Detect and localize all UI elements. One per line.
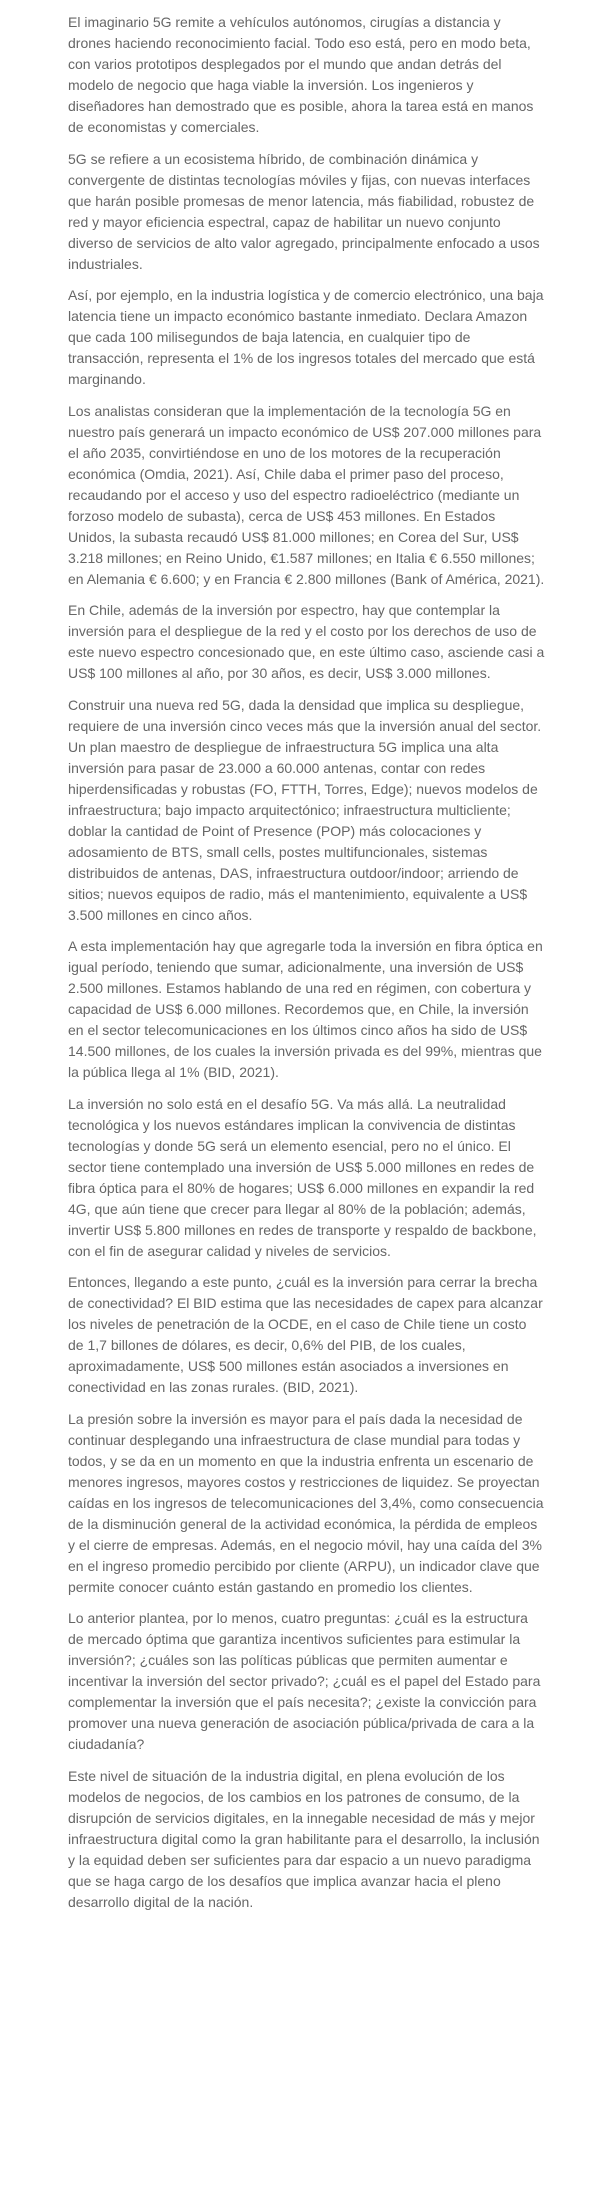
- paragraph: La presión sobre la inversión es mayor para el país dada la necesidad de continuar desplegando una infraestructura de clase mundial para todas y todos, y se da en un momento en que la industria enfrenta un escenario de menores ingresos, mayores costos y restricciones de liquidez. Se proyectan caídas en los ingresos de telecomunicaciones del 3,4%, como consecuencia de la disminución general de la actividad económica, la pérdida de empleos y el cierre de empresas. Además, en el negocio móvil, hay una caída del 3% en el ingreso promedio percibido por cliente (ARPU), un indicador clave que permite conocer cuánto están gastando en promedio los clientes.: [68, 1410, 544, 1595]
- paragraph: Entonces, llegando a este punto, ¿cuál es la inversión para cerrar la brecha de conectividad? El BID estima que las necesidades de capex para alcanzar los niveles de penetración de la OCDE, en el caso de Chile tiene un costo de 1,7 billones de dólares, es decir, 0,6% del PIB, de los cuales, aproximadamente, US$ 500 millones están asociados a inversiones en conectividad en las zonas rurales. (BID, 2021).: [68, 1274, 543, 1395]
- paragraph: En Chile, además de la inversión por espectro, hay que contemplar la inversión para el despliegue de la red y el costo por los derechos de uso de este nuevo espectro concesionado que, en este último caso, asciende casi a US$ 100 millones al año, por 30 años, es decir, US$ 3.000 millones.: [68, 602, 545, 681]
- paragraph: 5G se refiere a un ecosistema híbrido, de combinación dinámica y convergente de distintas tecnologías móviles y fijas, con nuevas interfaces que harán posible promesas de menor latencia, más fiabilidad, robustez de red y mayor eficiencia espectral, capaz de habilitar un nuevo conjunto diverso de servicios de alto valor agregado, principalmente enfocado a usos industriales.: [68, 150, 540, 272]
- paragraph: Así, por ejemplo, en la industria logística y de comercio electrónico, una baja latencia tiene un impacto económico bastante inmediato. Declara Amazon que cada 100 milisegundos de baja latencia, en cualquier tipo de transacción, representa el 1% de los ingresos totales del mercado que está marginando.: [68, 287, 544, 387]
- paragraph: Construir una nueva red 5G, dada la densidad que implica su despliegue, requiere de una inversión cinco veces más que la inversión anual del sector. Un plan maestro de despliegue de infraestructura 5G implica una alta inversión para pasar de 23.000 a 60.000 antenas, contar con redes hiperdensificadas y robustas (FO, FTTH, Torres, Edge); nuevos modelos de infraestructura; bajo impacto arquitectónico; infraestructura multicliente; doblar la cantidad de Point of Presence (POP) más colocaciones y adosamiento de BTS, small cells, postes multifuncionales, sistemas distribuidos de antenas, DAS, infraestructura outdoor/indoor; arriendo de sitios; nuevos equipos de radio, más el mantenimiento, equivalente a US$ 3.500 millones en cinco años.: [68, 696, 542, 923]
- paragraph: Este nivel de situación de la industria digital, en plena evolución de los modelos de negocios, de los cambios en los patrones de consumo, de la disrupción de servicios digitales, en la innegable necesidad de más y mejor infraestructura digital como la gran habilitante para el desarrollo, la inclusión y la equidad deben ser suficientes para dar espacio a un nuevo paradigma que se haga cargo de los desafíos que implica avanzar hacia el pleno desarrollo digital de la nación.: [68, 1767, 540, 1910]
- paragraph: Lo anterior plantea, por lo menos, cuatro preguntas: ¿cuál es la estructura de mercado óptima que garantiza incentivos suficientes para estimular la inversión?; ¿cuáles son las políticas públicas que permiten aumentar e incentivar la inversión del sector privado?; ¿cuál es el papel del Estado para complementar la inversión que el país necesita?; ¿existe la convicción para promover una nueva generación de asociación pública/privada de cara a la ciudadanía?: [68, 1610, 541, 1752]
- paragraph: Los analistas consideran que la implementación de la tecnología 5G en nuestro país generará un impacto económico de US$ 207.000 millones para el año 2035, convirtiéndose en uno de los motores de la recuperación económica (Omdia, 2021). Así, Chile daba el primer paso del proceso, recaudando por el acceso y uso del espectro radioeléctrico (mediante un forzoso modelo de subasta), cerca de US$ 453 millones. En Estados Unidos, la subasta recaudó US$ 81.000 millones; en Corea del Sur, US$ 3.218 millones; en Reino Unido, €1.587 millones; en Italia € 6.550 millones; en Alemania € 6.600; y en Francia € 2.800 millones (Bank of América, 2021).: [68, 402, 545, 587]
- paragraph: A esta implementación hay que agregarle toda la inversión en fibra óptica en igual período, teniendo que sumar, adicionalmente, una inversión de US$ 2.500 millones. Estamos hablando de una red en régimen, con cobertura y capacidad de US$ 6.000 millones. Recordemos que, en Chile, la inversión en el sector telecomunicaciones en los últimos cinco años ha sido de US$ 14.500 millones, de los cuales la inversión privada es del 99%, mientras que la pública llega al 1% (BID, 2021).: [68, 938, 543, 1080]
- paragraph: El imaginario 5G remite a vehículos autónomos, cirugías a distancia y drones haciendo reconocimiento facial. Todo eso está, pero en modo beta, con varios prototipos desplegados por el mundo que andan detrás del modelo de negocio que haga viable la inversión. Los ingenieros y diseñadores han demostrado que es posible, ahora la tarea está en manos de economistas y comerciales.: [68, 14, 534, 135]
- paragraph: La inversión no solo está en el desafío 5G. Va más allá. La neutralidad tecnológica y los nuevos estándares implican la convivencia de distintas tecnologías y donde 5G será un elemento esencial, pero no el único. El sector tiene contemplado una inversión de US$ 5.000 millones en redes de fibra óptica para el 80% de hogares; US$ 6.000 millones en expandir la red 4G, que aún tiene que crecer para llegar al 80% de la población; además, invertir US$ 5.800 millones en redes de transporte y respaldo de backbone, con el fin de asegurar calidad y niveles de servicios.: [68, 1095, 537, 1259]
